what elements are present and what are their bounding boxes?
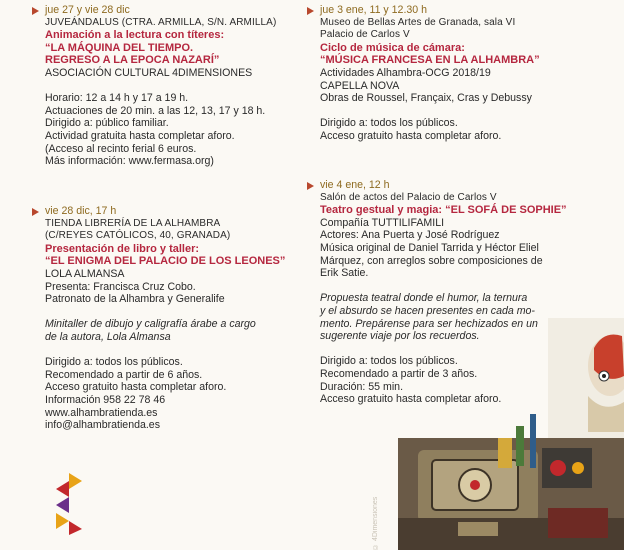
bullet-arrow-icon	[307, 7, 314, 15]
event-credit: Compañía TUTTILIFAMILI	[320, 216, 445, 229]
event-phone: Información 958 22 78 46	[45, 393, 166, 406]
event-venue: JUVEÁNDALUS (CTRA. ARMILLA, S/N. ARMILLA)	[45, 16, 277, 28]
event-description: de la autora, Lola Almansa	[45, 330, 171, 343]
event-description: y el absurdo se hacen presentes en cada mo-	[320, 304, 535, 317]
event-program: CAPELLA NOVA	[320, 79, 400, 92]
event-detail: Recomendado a partir de 3 años.	[320, 367, 478, 380]
event-title: REGRESO A LA EPOCA NAZARÍ”	[45, 54, 220, 67]
event-detail: Dirigido a: todos los públicos.	[320, 117, 458, 130]
event-email-link[interactable]: info@alhambratienda.es	[45, 419, 160, 432]
event-category-title: Teatro gestual y magia: “EL SOFÁ DE SOPHIE”	[320, 204, 567, 217]
event-title: “MÚSICA FRANCESA EN LA ALHAMBRA”	[320, 54, 540, 67]
event-category: Presentación de libro y taller:	[45, 242, 200, 255]
photo-credit: © 4Dimensiones	[372, 496, 379, 550]
event-date: vie 4 ene, 12 h	[320, 179, 616, 192]
event-detail: Actuaciones de 20 min. a las 12, 13, 17 y 18 h.	[45, 104, 266, 117]
event-presenter: Presenta: Francisca Cruz Cobo.	[45, 280, 196, 293]
event-credit: Erik Satie.	[320, 267, 369, 280]
event-category: Ciclo de música de cámara:	[320, 41, 465, 54]
bullet-arrow-icon	[32, 7, 39, 15]
event-organizer: ASOCIACIÓN CULTURAL 4DIMENSIONES	[45, 66, 253, 79]
event-description: Propuesta teatral donde el humor, la ternura	[320, 292, 528, 305]
event-detail: Más información: www.fermasa.org)	[45, 155, 214, 168]
event-venue: TIENDA LIBRERÍA DE LA ALHAMBRA	[45, 217, 221, 229]
puppet-sculpture-illustration	[398, 318, 624, 550]
event-title: “LA MÁQUINA DEL TIEMPO.	[45, 41, 194, 54]
event-venue: (C/REYES CATÓLICOS, 40, GRANADA)	[45, 230, 231, 242]
event-presenter: Patronato de la Alhambra y Generalife	[45, 293, 225, 306]
event-detail: (Acceso al recinto ferial 6 euros.	[45, 142, 197, 155]
event-program: Obras de Roussel, Françaix, Cras y Debussy	[320, 92, 532, 105]
event-description: sugerente viaje por los recuerdos.	[320, 330, 480, 343]
event-credit: Actores: Ana Puerta y José Rodríguez	[320, 229, 500, 242]
event-venue: Museo de Bellas Artes de Granada, sala VI	[320, 16, 516, 28]
event-venue: Salón de actos del Palacio de Carlos V	[320, 191, 497, 203]
event-venue: Palacio de Carlos V	[320, 29, 410, 41]
event-date: jue 3 ene, 11 y 12.30 h	[320, 4, 616, 17]
event-maquina-del-tiempo	[45, 4, 310, 168]
event-detail: Acceso gratuito hasta completar aforo.	[45, 381, 227, 394]
event-program: Actividades Alhambra-OCG 2018/19	[320, 66, 491, 79]
geometric-logo-icon	[56, 473, 82, 535]
event-credit: Música original de Daniel Tarrida y Héctor Eliel	[320, 241, 539, 254]
event-date: jue 27 y vie 28 dic	[45, 4, 310, 17]
event-description: Minitaller de dibujo y caligrafía árabe a cargo	[45, 318, 256, 331]
event-credit: Márquez, con arreglos sobre composiciones de	[320, 254, 543, 267]
event-date: vie 28 dic, 17 h	[45, 205, 310, 218]
event-detail: Dirigido a: todos los públicos.	[320, 355, 458, 368]
event-detail: Duración: 55 min.	[320, 380, 404, 393]
event-detail: Horario: 12 a 14 h y 17 a 19 h.	[45, 92, 189, 105]
event-detail: Dirigido a: público familiar.	[45, 117, 169, 130]
bullet-arrow-icon	[307, 182, 314, 190]
event-detail: Actividad gratuita hasta completar aforo.	[45, 129, 235, 142]
event-detail: Acceso gratuito hasta completar aforo.	[320, 129, 502, 142]
event-musica-francesa	[320, 4, 616, 143]
event-category: Animación a la lectura con títeres:	[45, 29, 225, 42]
event-detail: Recomendado a partir de 6 años.	[45, 368, 203, 381]
bullet-arrow-icon	[32, 208, 39, 216]
event-enigma-palacio-leones	[45, 205, 310, 432]
event-detail: Dirigido a: todos los públicos.	[45, 356, 183, 369]
event-description: mento. Prepárense para ser hechizados en un	[320, 317, 538, 330]
event-website-link[interactable]: www.alhambratienda.es	[45, 406, 158, 419]
event-title: “EL ENIGMA DEL PALACIO DE LOS LEONES”	[45, 255, 286, 268]
event-author: LOLA ALMANSA	[45, 267, 125, 280]
event-detail: Acceso gratuito hasta completar aforo.	[320, 393, 502, 406]
